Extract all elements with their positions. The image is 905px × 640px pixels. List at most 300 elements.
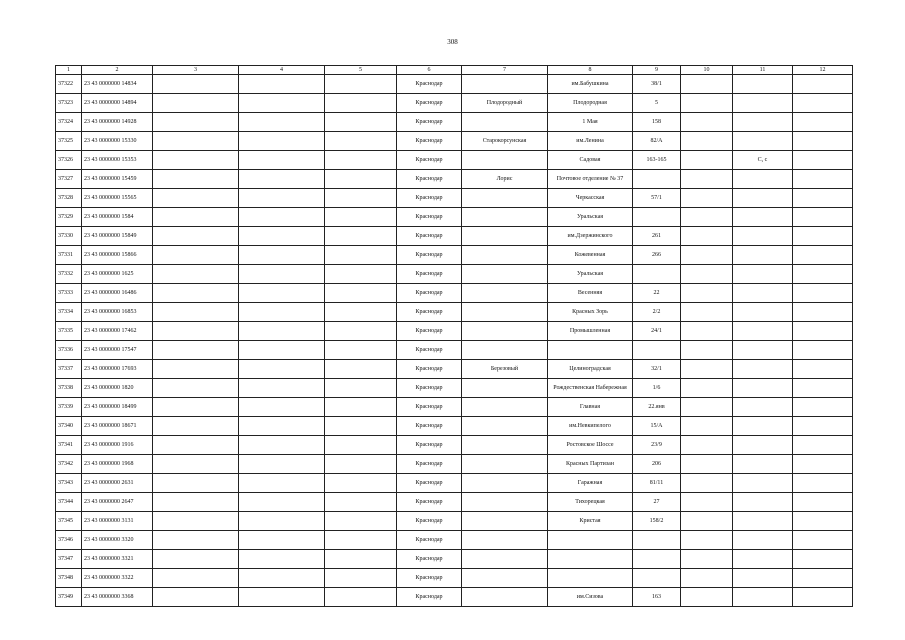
table-cell: Березовый	[462, 360, 548, 379]
table-cell: С, с	[733, 151, 793, 170]
table-cell	[633, 550, 681, 569]
table-cell	[239, 170, 325, 189]
table-cell	[153, 227, 239, 246]
table-cell	[681, 132, 733, 151]
table-cell	[239, 569, 325, 588]
table-cell	[733, 341, 793, 360]
table-cell: Краснодар	[397, 246, 462, 265]
table-cell: 37343	[56, 474, 82, 493]
table-cell	[325, 170, 397, 189]
table-cell: Краснодар	[397, 474, 462, 493]
table-cell: им.Сизова	[548, 588, 633, 607]
table-cell: 23 43 0000000 16853	[82, 303, 153, 322]
table-cell	[793, 208, 853, 227]
table-cell	[153, 379, 239, 398]
table-cell	[793, 189, 853, 208]
table-cell: 37337	[56, 360, 82, 379]
table-cell	[462, 113, 548, 132]
table-cell	[733, 531, 793, 550]
table-cell: 23 43 0000000 14894	[82, 94, 153, 113]
table-row	[56, 170, 853, 189]
table-cell	[239, 531, 325, 550]
table-cell	[793, 493, 853, 512]
table-cell: 37335	[56, 322, 82, 341]
table-cell	[733, 360, 793, 379]
table-cell	[462, 189, 548, 208]
table-cell	[462, 227, 548, 246]
table-cell: 37349	[56, 588, 82, 607]
table-cell	[633, 170, 681, 189]
column-header-5: 5	[325, 66, 397, 75]
table-cell	[733, 436, 793, 455]
table-cell	[733, 379, 793, 398]
table-cell: Весенняя	[548, 284, 633, 303]
table-cell: 23 43 0000000 3131	[82, 512, 153, 531]
table-header-row	[56, 66, 853, 75]
table-cell	[793, 360, 853, 379]
table-cell	[681, 227, 733, 246]
table-cell: 37332	[56, 265, 82, 284]
table-cell	[325, 569, 397, 588]
table-cell	[153, 531, 239, 550]
table-cell	[633, 341, 681, 360]
table-cell	[239, 379, 325, 398]
table-cell: 38/1	[633, 75, 681, 94]
table-cell: 32/1	[633, 360, 681, 379]
table-row	[56, 512, 853, 531]
table-cell: 23 43 0000000 15459	[82, 170, 153, 189]
table-cell: Краснодар	[397, 341, 462, 360]
table-cell: 23 43 0000000 2647	[82, 493, 153, 512]
table-cell	[153, 170, 239, 189]
table-cell: Краснодар	[397, 208, 462, 227]
table-cell: 22.янв	[633, 398, 681, 417]
table-cell	[462, 569, 548, 588]
table-cell: 37346	[56, 531, 82, 550]
page-number: 308	[447, 38, 458, 46]
table-cell: Садовая	[548, 151, 633, 170]
table-cell	[239, 474, 325, 493]
table-cell: Ростовское Шоссе	[548, 436, 633, 455]
table-row	[56, 341, 853, 360]
table-cell	[548, 531, 633, 550]
table-cell	[793, 227, 853, 246]
table-cell	[325, 360, 397, 379]
table-cell: Краснодар	[397, 189, 462, 208]
table-cell: 23 43 0000000 15866	[82, 246, 153, 265]
table-cell: 23 43 0000000 18499	[82, 398, 153, 417]
table-cell	[239, 588, 325, 607]
table-cell: 23 43 0000000 14928	[82, 113, 153, 132]
table-cell: 37328	[56, 189, 82, 208]
table-cell	[239, 265, 325, 284]
table-row	[56, 398, 853, 417]
table-cell	[153, 75, 239, 94]
column-header-1: 1	[56, 66, 82, 75]
table-cell: Краснодар	[397, 303, 462, 322]
table-cell	[153, 322, 239, 341]
table-row	[56, 75, 853, 94]
table-cell	[681, 189, 733, 208]
table-cell	[462, 474, 548, 493]
table-cell	[325, 94, 397, 113]
table-cell	[733, 550, 793, 569]
table-cell	[325, 512, 397, 531]
table-cell	[793, 151, 853, 170]
register-table	[55, 65, 853, 607]
table-cell: Уральская	[548, 208, 633, 227]
table-cell	[733, 569, 793, 588]
table-cell	[325, 151, 397, 170]
table-cell: Целиноградская	[548, 360, 633, 379]
table-cell	[153, 512, 239, 531]
table-cell: Краснодар	[397, 94, 462, 113]
table-cell	[325, 265, 397, 284]
table-cell	[462, 588, 548, 607]
table-cell	[325, 246, 397, 265]
table-row	[56, 94, 853, 113]
table-cell: 37347	[56, 550, 82, 569]
table-cell	[153, 550, 239, 569]
table-row	[56, 474, 853, 493]
table-cell	[793, 436, 853, 455]
table-cell: 37338	[56, 379, 82, 398]
table-cell: Черкасская	[548, 189, 633, 208]
table-cell	[733, 113, 793, 132]
table-cell	[325, 531, 397, 550]
table-cell	[239, 417, 325, 436]
table-cell	[239, 360, 325, 379]
table-cell	[793, 75, 853, 94]
table-cell: 261	[633, 227, 681, 246]
table-cell	[239, 208, 325, 227]
table-cell: 23 43 0000000 15330	[82, 132, 153, 151]
table-cell	[733, 94, 793, 113]
table-cell: Краснодар	[397, 512, 462, 531]
table-cell	[239, 189, 325, 208]
table-cell: 23 43 0000000 3321	[82, 550, 153, 569]
table-cell	[793, 569, 853, 588]
column-header-9: 9	[633, 66, 681, 75]
table-cell	[681, 170, 733, 189]
table-cell	[153, 360, 239, 379]
table-cell	[239, 550, 325, 569]
table-cell: 23 43 0000000 17462	[82, 322, 153, 341]
table-cell	[681, 588, 733, 607]
table-cell	[462, 208, 548, 227]
table-cell	[681, 75, 733, 94]
table-cell	[325, 322, 397, 341]
table-row	[56, 493, 853, 512]
table-row	[56, 208, 853, 227]
table-cell	[793, 170, 853, 189]
table-cell	[239, 246, 325, 265]
table-cell	[239, 113, 325, 132]
table-cell	[153, 113, 239, 132]
column-header-6: 6	[397, 66, 462, 75]
table-cell	[153, 569, 239, 588]
table-cell: 23 43 0000000 2631	[82, 474, 153, 493]
table-cell	[153, 151, 239, 170]
table-cell	[239, 151, 325, 170]
table-cell	[548, 550, 633, 569]
table-cell: Промышленная	[548, 322, 633, 341]
table-cell	[153, 417, 239, 436]
table-cell	[462, 265, 548, 284]
table-cell	[793, 322, 853, 341]
table-cell	[153, 341, 239, 360]
table-cell: 23 43 0000000 15849	[82, 227, 153, 246]
table-cell	[733, 303, 793, 322]
table-cell	[681, 208, 733, 227]
table-cell: Краснодар	[397, 151, 462, 170]
table-cell	[793, 588, 853, 607]
column-header-11: 11	[733, 66, 793, 75]
table-cell: 158/2	[633, 512, 681, 531]
table-cell	[462, 417, 548, 436]
table-cell: 1/6	[633, 379, 681, 398]
table-cell	[325, 227, 397, 246]
column-header-10: 10	[681, 66, 733, 75]
table-cell: Краснодар	[397, 284, 462, 303]
table-cell	[462, 379, 548, 398]
table-cell	[462, 398, 548, 417]
table-cell	[462, 550, 548, 569]
table-cell	[325, 189, 397, 208]
table-cell	[325, 474, 397, 493]
table-cell: 23 43 0000000 1584	[82, 208, 153, 227]
table-cell	[733, 227, 793, 246]
column-header-12: 12	[793, 66, 853, 75]
table-cell	[462, 75, 548, 94]
table-cell: 37324	[56, 113, 82, 132]
table-cell	[733, 474, 793, 493]
table-cell: 266	[633, 246, 681, 265]
table-cell	[793, 550, 853, 569]
table-cell: 37344	[56, 493, 82, 512]
table-cell: Краснодар	[397, 75, 462, 94]
table-cell: Старокорсунская	[462, 132, 548, 151]
table-cell	[325, 284, 397, 303]
table-cell	[681, 246, 733, 265]
table-cell	[239, 436, 325, 455]
table-cell	[793, 379, 853, 398]
table-row	[56, 417, 853, 436]
table-cell: 23 43 0000000 17693	[82, 360, 153, 379]
table-cell	[733, 132, 793, 151]
table-row	[56, 531, 853, 550]
column-header-7: 7	[462, 66, 548, 75]
table-cell: им.Невкипелого	[548, 417, 633, 436]
table-cell: им.Ленина	[548, 132, 633, 151]
table-row	[56, 265, 853, 284]
table-cell	[548, 341, 633, 360]
table-cell: 23 43 0000000 15353	[82, 151, 153, 170]
column-header-2: 2	[82, 66, 153, 75]
table-cell	[153, 303, 239, 322]
table-cell	[153, 398, 239, 417]
table-cell	[462, 322, 548, 341]
table-cell	[153, 493, 239, 512]
table-cell	[681, 550, 733, 569]
table-cell: Красных Зорь	[548, 303, 633, 322]
table-row	[56, 189, 853, 208]
table-cell	[239, 132, 325, 151]
table-cell	[325, 341, 397, 360]
table-cell	[239, 455, 325, 474]
table-cell: Краснодар	[397, 265, 462, 284]
table-cell	[681, 151, 733, 170]
table-cell	[548, 569, 633, 588]
table-cell: 37323	[56, 94, 82, 113]
table-cell: 23 43 0000000 1916	[82, 436, 153, 455]
table-cell: Краснодар	[397, 398, 462, 417]
table-cell	[153, 436, 239, 455]
table-row	[56, 227, 853, 246]
table-row	[56, 284, 853, 303]
table-cell: 163	[633, 588, 681, 607]
table-row	[56, 303, 853, 322]
table-cell: 37327	[56, 170, 82, 189]
table-cell	[681, 303, 733, 322]
table-cell	[153, 208, 239, 227]
table-cell	[733, 417, 793, 436]
table-cell	[239, 227, 325, 246]
table-cell	[733, 208, 793, 227]
table-cell	[681, 493, 733, 512]
table-cell	[153, 189, 239, 208]
table-cell	[681, 379, 733, 398]
table-cell	[239, 322, 325, 341]
table-cell: 163-165	[633, 151, 681, 170]
table-cell	[462, 455, 548, 474]
table-cell: 23 43 0000000 1968	[82, 455, 153, 474]
table-cell	[325, 303, 397, 322]
table-cell	[325, 208, 397, 227]
table-cell: 37341	[56, 436, 82, 455]
table-cell: 37329	[56, 208, 82, 227]
table-cell: Краснодар	[397, 550, 462, 569]
table-row	[56, 550, 853, 569]
table-cell	[733, 512, 793, 531]
table-cell: 37345	[56, 512, 82, 531]
table-cell: 37348	[56, 569, 82, 588]
table-cell	[462, 341, 548, 360]
table-cell	[793, 417, 853, 436]
table-cell	[325, 398, 397, 417]
table-cell	[733, 322, 793, 341]
table-cell	[681, 360, 733, 379]
table-cell: 23 43 0000000 1820	[82, 379, 153, 398]
table-cell	[793, 265, 853, 284]
table-cell: 23 43 0000000 14834	[82, 75, 153, 94]
table-row	[56, 151, 853, 170]
table-body	[56, 75, 853, 607]
table-cell: Красных Партизан	[548, 455, 633, 474]
table-cell: 37334	[56, 303, 82, 322]
table-cell: Рождественская Набережная	[548, 379, 633, 398]
table-cell	[681, 474, 733, 493]
table-cell: 23 43 0000000 3320	[82, 531, 153, 550]
table-cell	[462, 151, 548, 170]
table-cell	[793, 246, 853, 265]
table-cell	[793, 341, 853, 360]
table-cell	[793, 531, 853, 550]
table-cell	[793, 132, 853, 151]
table-cell: 37336	[56, 341, 82, 360]
table-cell: Плодородный	[462, 94, 548, 113]
table-cell: 37342	[56, 455, 82, 474]
table-cell	[325, 493, 397, 512]
table-cell	[681, 569, 733, 588]
table-cell	[733, 455, 793, 474]
table-cell: 15/А	[633, 417, 681, 436]
table-cell: 82/А	[633, 132, 681, 151]
table-cell	[153, 588, 239, 607]
table-cell: Краснодар	[397, 493, 462, 512]
table-cell: 24/1	[633, 322, 681, 341]
table-cell	[733, 493, 793, 512]
table-cell	[793, 398, 853, 417]
table-cell	[153, 94, 239, 113]
table-cell: 37325	[56, 132, 82, 151]
table-cell: 37322	[56, 75, 82, 94]
table-cell: Лорис	[462, 170, 548, 189]
table-cell	[681, 531, 733, 550]
table-cell	[793, 113, 853, 132]
table-cell	[239, 284, 325, 303]
column-header-8: 8	[548, 66, 633, 75]
table-cell: Краснодар	[397, 360, 462, 379]
table-cell	[325, 436, 397, 455]
table-cell	[793, 455, 853, 474]
table-cell	[681, 322, 733, 341]
table-cell: Краснодар	[397, 170, 462, 189]
table-cell	[681, 113, 733, 132]
table-row	[56, 588, 853, 607]
table-cell: Краснодар	[397, 322, 462, 341]
table-cell	[633, 208, 681, 227]
table-cell	[793, 94, 853, 113]
table-cell	[325, 550, 397, 569]
table-cell	[793, 474, 853, 493]
table-row	[56, 436, 853, 455]
table-cell: Краснодар	[397, 132, 462, 151]
table-cell	[325, 132, 397, 151]
table-cell	[239, 75, 325, 94]
table-cell: Плодородная	[548, 94, 633, 113]
table-cell: 23 43 0000000 15565	[82, 189, 153, 208]
table-cell	[681, 436, 733, 455]
table-cell: 81/11	[633, 474, 681, 493]
table-cell: Краснодар	[397, 588, 462, 607]
table-cell	[733, 75, 793, 94]
table-cell	[681, 417, 733, 436]
table-cell	[239, 303, 325, 322]
table-cell: 5	[633, 94, 681, 113]
table-row	[56, 455, 853, 474]
table-cell	[462, 531, 548, 550]
table-cell: Краснодар	[397, 227, 462, 246]
table-cell: 37330	[56, 227, 82, 246]
table-cell: Уральская	[548, 265, 633, 284]
table-cell	[153, 474, 239, 493]
table-cell: 23 43 0000000 17547	[82, 341, 153, 360]
table-cell	[325, 455, 397, 474]
table-row	[56, 132, 853, 151]
table-row	[56, 322, 853, 341]
table-cell	[462, 284, 548, 303]
